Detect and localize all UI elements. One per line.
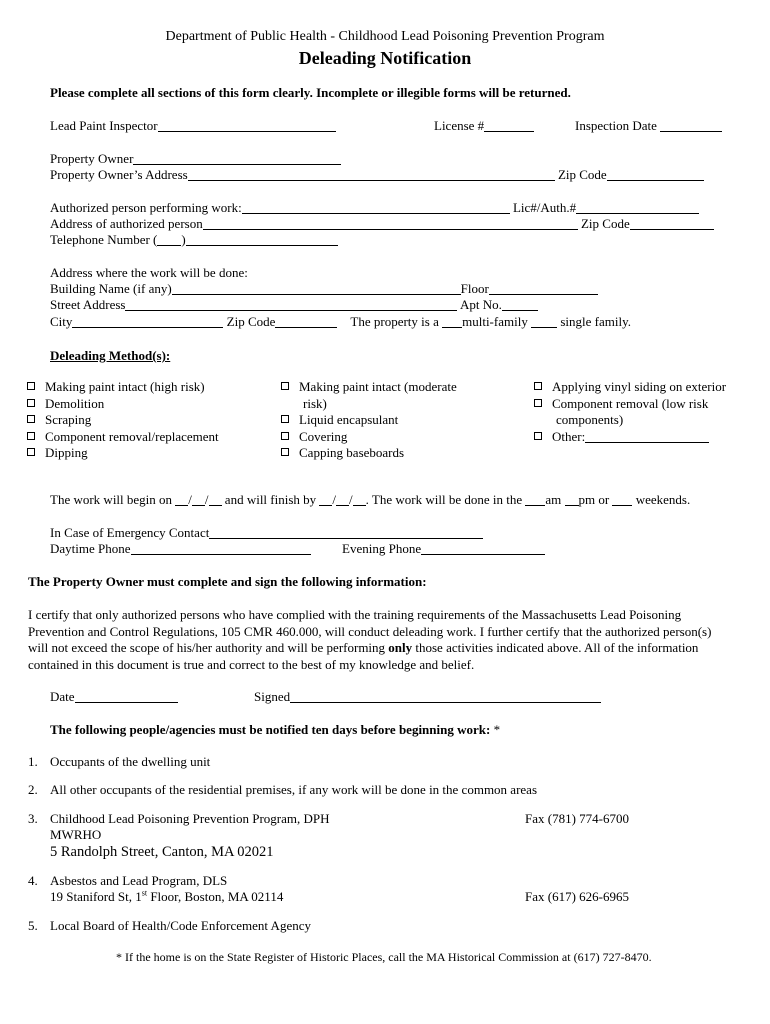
- lic-auth-field[interactable]: [576, 201, 699, 214]
- evening-label: Evening Phone: [342, 541, 422, 556]
- building-label: Building Name (if any): [50, 281, 172, 296]
- notify-fax: Fax (617) 626-6965: [525, 889, 629, 904]
- owner-address-row: [50, 167, 704, 184]
- building-row: [50, 281, 598, 298]
- am-field[interactable]: [525, 493, 545, 506]
- authorized-label: Authorized person performing work:: [50, 200, 242, 215]
- finish-label: and will finish by: [224, 492, 317, 507]
- property-is-label: The property is a: [350, 314, 439, 329]
- notify-item-address: [50, 889, 283, 906]
- checkbox[interactable]: [281, 432, 289, 440]
- method-item: [534, 429, 726, 446]
- methods-col-3: [534, 379, 726, 445]
- method-label: Other:: [552, 428, 586, 444]
- city-field[interactable]: [72, 315, 223, 328]
- notify-item: Occupants of the dwelling unit: [50, 754, 211, 769]
- authorized-zip-label: Zip Code: [580, 216, 630, 231]
- begin-label: The work will begin on: [50, 492, 173, 507]
- authorized-address-label: Address of authorized person: [50, 216, 203, 231]
- date-row: [50, 689, 178, 706]
- checkbox[interactable]: [534, 382, 542, 390]
- certify-text-end: those activities indicated above. All of the information contained in this document is true and correct to the best of my knowledge and belief.: [28, 640, 699, 672]
- checkbox[interactable]: [27, 448, 35, 456]
- notify-fax: Fax (781) 774-6700: [525, 811, 629, 826]
- telephone-field[interactable]: [186, 233, 338, 246]
- notify-item: All other occupants of the residential premises, if any work will be done in the common areas: [50, 782, 537, 797]
- inspector-label: Lead Paint Inspector: [50, 118, 158, 133]
- checkbox[interactable]: [27, 382, 35, 390]
- inspection-date-field[interactable]: [660, 119, 722, 132]
- begin-year-field[interactable]: [209, 493, 222, 506]
- method-label: Covering: [299, 428, 348, 444]
- am-label: am: [545, 492, 562, 507]
- owner-heading: The Property Owner must complete and sign the following information:: [28, 574, 427, 589]
- telephone-row: Telephone Number ( ): [50, 232, 338, 249]
- form-title: Deleading Notification: [298, 48, 472, 68]
- certify-emphasis: only: [388, 640, 413, 655]
- owner-label: Property Owner: [50, 151, 134, 166]
- method-item: [534, 379, 726, 396]
- method-item: [27, 429, 219, 446]
- method-label: Dipping: [45, 445, 88, 460]
- floor-label: Floor: [460, 281, 489, 296]
- method-label: Applying vinyl siding on exterior: [552, 379, 727, 394]
- authorized-address-row: [50, 216, 714, 233]
- notify-item: Childhood Lead Poisoning Prevention Program, DPH: [50, 811, 330, 826]
- signed-label: Signed: [254, 689, 291, 704]
- notify-item: Local Board of Health/Code Enforcement Agency: [50, 918, 311, 933]
- street-label: Street Address: [50, 297, 126, 312]
- weekends-field[interactable]: [612, 493, 632, 506]
- owner-zip-label: Zip Code: [557, 167, 607, 182]
- authorized-field[interactable]: [242, 201, 510, 214]
- single-family-label: single family.: [560, 314, 631, 329]
- checkbox[interactable]: [281, 448, 289, 456]
- city-row: [50, 314, 631, 331]
- street-field[interactable]: [125, 298, 457, 311]
- method-label-cont: components): [556, 412, 624, 427]
- date-field[interactable]: [75, 690, 178, 703]
- owner-zip-field[interactable]: [607, 168, 704, 181]
- owner-field[interactable]: [133, 152, 341, 165]
- emergency-row: [50, 525, 483, 542]
- method-label: Making paint intact (high risk): [45, 379, 205, 394]
- instructions: Please complete all sections of this form clearly. Incomplete or illegible forms will be returned.: [50, 85, 571, 100]
- footnote: * If the home is on the State Register of Historic Places, call the MA Historical Commission at (617) 727-8470.: [116, 950, 652, 964]
- floor-field[interactable]: [489, 282, 598, 295]
- notify-item-line: MWRHO: [50, 827, 102, 842]
- signature-field[interactable]: [290, 690, 601, 703]
- inspector-field[interactable]: [158, 119, 336, 132]
- authorized-zip-field[interactable]: [630, 217, 714, 230]
- building-field[interactable]: [172, 282, 461, 295]
- checkbox[interactable]: [27, 432, 35, 440]
- finish-month-field[interactable]: [319, 493, 332, 506]
- department-heading: Department of Public Health - Childhood Lead Poisoning Prevention Program: [165, 29, 605, 44]
- inspection-date-label: Inspection Date: [575, 118, 657, 133]
- checkbox[interactable]: [281, 382, 289, 390]
- begin-day-field[interactable]: [192, 493, 205, 506]
- checkbox[interactable]: [27, 415, 35, 423]
- emergency-label: In Case of Emergency Contact: [50, 525, 210, 540]
- certify-text: I certify that only authorized persons who have complied with the training requirements of the Massachusetts Lead Poisoning Prevention and Control Regulations, 105 CMR 460.000, will conduct deleading work. I further certify that the authorized person(s) will not exceed the scope of his/her authority and will be performing: [28, 607, 712, 655]
- notify-num: 2.: [28, 782, 38, 797]
- multi-family-label: multi-family: [462, 314, 528, 329]
- authorized-row: [50, 200, 699, 217]
- owner-address-label: Property Owner’s Address: [50, 167, 188, 182]
- inspection-date-row: [575, 118, 722, 135]
- license-field[interactable]: [484, 119, 534, 132]
- method-item: [27, 445, 219, 462]
- method-item: [27, 412, 219, 429]
- address-superscript: st: [141, 888, 148, 898]
- daytime-label: Daytime Phone: [50, 541, 131, 556]
- notify-item: Asbestos and Lead Program, DLS: [50, 873, 228, 888]
- method-item: [281, 445, 457, 462]
- notify-item-address: 5 Randolph Street, Canton, MA 02021: [50, 844, 274, 860]
- weekends-label: weekends.: [635, 492, 691, 507]
- signed-row: [254, 689, 601, 706]
- license-label: License #: [434, 118, 485, 133]
- pm-field[interactable]: [565, 493, 579, 506]
- daytime-field[interactable]: [131, 542, 311, 555]
- methods-col-2: [281, 379, 457, 462]
- method-label: Scraping: [45, 412, 92, 427]
- method-item: [281, 412, 457, 429]
- authorized-address-field[interactable]: [203, 217, 578, 230]
- notify-heading-row: [50, 722, 500, 739]
- other-field[interactable]: [585, 430, 709, 443]
- notify-num: 3.: [28, 811, 38, 826]
- finish-year-field[interactable]: [353, 493, 366, 506]
- notify-asterisk: *: [493, 722, 501, 737]
- method-item: [281, 379, 457, 396]
- method-label: Liquid encapsulant: [299, 412, 399, 427]
- inspector-row: [50, 118, 336, 135]
- notify-num: 5.: [28, 918, 38, 933]
- method-label: Capping baseboards: [299, 445, 405, 460]
- single-family-field[interactable]: [531, 315, 557, 328]
- notify-num: 1.: [28, 754, 38, 769]
- area-code-field[interactable]: [157, 233, 181, 246]
- methods-col-1: [27, 379, 219, 462]
- begin-month-field[interactable]: [175, 493, 188, 506]
- pm-label: pm or: [578, 492, 610, 507]
- city-zip-field[interactable]: [275, 315, 337, 328]
- checkbox[interactable]: [27, 399, 35, 407]
- certification-paragraph: [28, 607, 733, 673]
- telephone-label: Telephone Number (: [50, 232, 158, 247]
- method-label: Component removal (low risk: [552, 395, 709, 411]
- method-item: [27, 379, 219, 396]
- schedule-row: The work will begin on / / and will finish by / / . The work will be done in the am pm or weekends.: [50, 492, 691, 507]
- owner-address-field[interactable]: [188, 168, 555, 181]
- method-item: [534, 396, 726, 413]
- finish-day-field[interactable]: [336, 493, 349, 506]
- method-label: Making paint intact (moderate: [299, 379, 457, 394]
- apt-field[interactable]: [502, 298, 538, 311]
- address-part: 19 Staniford St, 1: [50, 889, 142, 904]
- done-in-label: . The work will be done in the: [365, 492, 523, 507]
- method-label-cont: risk): [303, 395, 327, 411]
- license-row: [434, 118, 534, 135]
- method-item: [27, 396, 219, 413]
- notify-num: 4.: [28, 873, 38, 888]
- apt-label: Apt No.: [460, 297, 502, 312]
- notify-heading: The following people/agencies must be notified ten days before beginning work:: [50, 722, 491, 737]
- emergency-field[interactable]: [209, 526, 483, 539]
- city-zip-label: Zip Code: [226, 314, 276, 329]
- address-part: Floor, Boston, MA 02114: [147, 889, 284, 904]
- methods-heading: Deleading Method(s):: [50, 348, 171, 363]
- lic-auth-label: Lic#/Auth.#: [512, 200, 577, 215]
- phone-row: [50, 541, 545, 558]
- checkbox[interactable]: [534, 399, 542, 407]
- checkbox[interactable]: [534, 432, 542, 440]
- multi-family-field[interactable]: [442, 315, 462, 328]
- street-row: [50, 297, 538, 314]
- work-address-heading: Address where the work will be done:: [50, 265, 248, 280]
- evening-field[interactable]: [421, 542, 545, 555]
- checkbox[interactable]: [281, 415, 289, 423]
- method-label: Component removal/replacement: [45, 428, 219, 444]
- city-label: City: [50, 314, 73, 329]
- method-label: Demolition: [45, 395, 105, 411]
- owner-row: [50, 151, 341, 168]
- method-item: [281, 429, 457, 446]
- date-label: Date: [50, 689, 75, 704]
